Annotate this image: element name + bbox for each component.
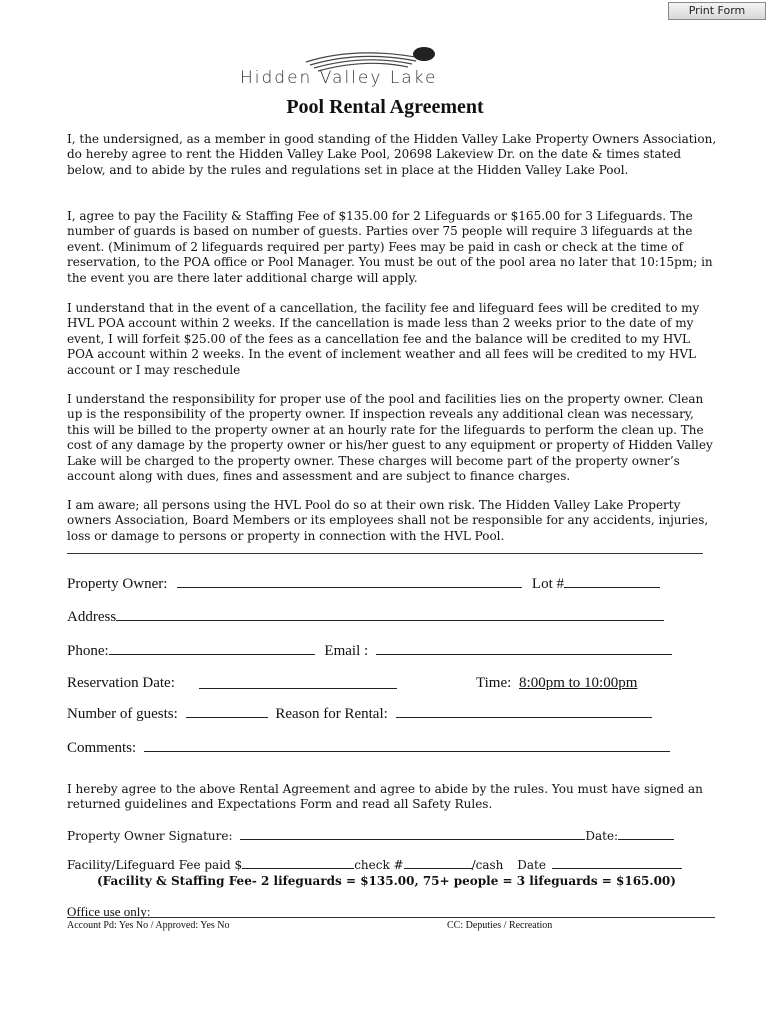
fee-row <box>67 857 682 872</box>
reason-field[interactable] <box>396 704 652 718</box>
check-label: check # <box>354 858 404 872</box>
property-owner-field[interactable] <box>177 574 522 588</box>
signature-field[interactable] <box>240 828 585 840</box>
page-title: Pool Rental Agreement <box>286 96 484 118</box>
cash-label: /cash <box>471 858 504 872</box>
fee-amount-field[interactable] <box>242 857 354 869</box>
paragraph-liability: I am aware; all persons using the HVL Pool do so at their own risk. The Hidden Valley Lake Property owners Association, Board Members or its employees shall not be responsible for any accidents, injuries, loss or damage to persons or property in connection with the HVL Pool. <box>67 498 709 543</box>
guests-reason-row <box>67 704 652 723</box>
fee-date-field[interactable] <box>552 857 682 869</box>
reservation-date-row <box>199 675 397 694</box>
phone-field[interactable] <box>109 641 315 655</box>
time-label: Time: <box>476 675 512 691</box>
reservation-date-field[interactable] <box>199 675 397 689</box>
email-field[interactable] <box>376 641 672 655</box>
address-row <box>67 607 664 626</box>
office-use-label: Office use only: <box>67 904 151 919</box>
lot-field[interactable] <box>564 574 660 588</box>
fee-paid-label: Facility/Lifeguard Fee paid $ <box>67 858 243 872</box>
paragraph-cancellation: I understand that in the event of a cancellation, the facility fee and lifeguard fees will be credited to my HVL POA account within 2 weeks. If the cancellation is made less than 2 weeks prior to the date of my event, I will forfeit $25.00 of the fees as a cancellation fee and the balance will be credited to my HVL POA account within 2 weeks. In the event of inclement weather and all fees will be credited to my HVL account or I may reschedule <box>67 301 700 377</box>
email-label: Email : <box>324 643 369 659</box>
fee-date-label: Date <box>517 858 546 872</box>
fee-note: (Facility & Staffing Fee- 2 lifeguards = $135.00, 75+ people = 3 lifeguards = $165.00) <box>97 874 676 888</box>
reason-label: Reason for Rental: <box>275 706 388 722</box>
guests-field[interactable] <box>186 704 268 718</box>
guests-label: Number of guests: <box>67 706 178 722</box>
agreement-text: I hereby agree to the above Rental Agreement and agree to abide by the rules. You must have signed an returned guidelines and Expectations Form and read all Safety Rules. <box>67 782 703 812</box>
paragraph-agreement: I, the undersigned, as a member in good standing of the Hidden Valley Lake Property Owners Association, do hereby agree to rent the Hidden Valley Lake Pool, 20698 Lakeview Dr. on the date & times stated below, and to abide by the rules and regulations set in place at the Hidden Valley Lake Pool. <box>67 132 717 177</box>
lot-label: Lot # <box>531 576 564 592</box>
logo-text: Hidden Valley Lake <box>240 68 438 88</box>
signature-date-label: Date: <box>585 829 619 843</box>
office-cc: CC: Deputies / Recreation <box>447 920 553 931</box>
phone-email-row <box>67 641 672 660</box>
check-number-field[interactable] <box>404 857 472 869</box>
address-field[interactable] <box>116 607 664 621</box>
comments-label: Comments: <box>67 740 137 756</box>
paragraph-responsibility: I understand the responsibility for proper use of the pool and facilities lies on the property owner. Clean up is the responsibility of the property owner. If inspection reveals any additional clean was necessary, this will be billed to the property owner at an hourly rate for the lifeguards to perform the clean up. The cost of any damage by the property owner or his/her guest to any equipment or property of Hidden Valley Lake will be charged to the property owner. These charges will become part of the property owner’s account along with dues, fines and assessment and are subject to finance charges. <box>67 392 713 484</box>
reservation-date-label: Reservation Date: <box>67 675 175 691</box>
office-account-approved: Account Pd: Yes No / Approved: Yes No <box>67 920 230 931</box>
comments-row <box>67 738 670 757</box>
address-label: Address <box>67 609 117 625</box>
time-value[interactable]: 8:00pm to 10:00pm <box>519 675 638 691</box>
paragraph-fees: I, agree to pay the Facility & Staffing Fee of $135.00 for 2 Lifeguards or $165.00 for 3 Lifeguards. The number of guards is based on number of guests. Parties over 75 people will require 3 lifeguards at the event. (Minimum of 2 lifeguards required per party) Fees may be paid in cash or check at the time of reservation, to the POA office or Pool Manager. You must be out of the pool area no later that 10:15pm; in the event you are there later additional charge will apply. <box>67 209 713 285</box>
divider <box>67 553 703 554</box>
signature-date-field[interactable] <box>618 828 674 840</box>
signature-label: Property Owner Signature: <box>67 829 233 843</box>
property-owner-row <box>67 574 660 593</box>
office-divider <box>67 917 715 918</box>
comments-field[interactable] <box>144 738 670 752</box>
property-owner-label: Property Owner: <box>67 576 168 592</box>
print-form-button[interactable]: Print Form <box>668 2 766 20</box>
phone-label: Phone: <box>67 643 109 659</box>
signature-row <box>67 828 674 843</box>
time-row <box>476 675 637 692</box>
